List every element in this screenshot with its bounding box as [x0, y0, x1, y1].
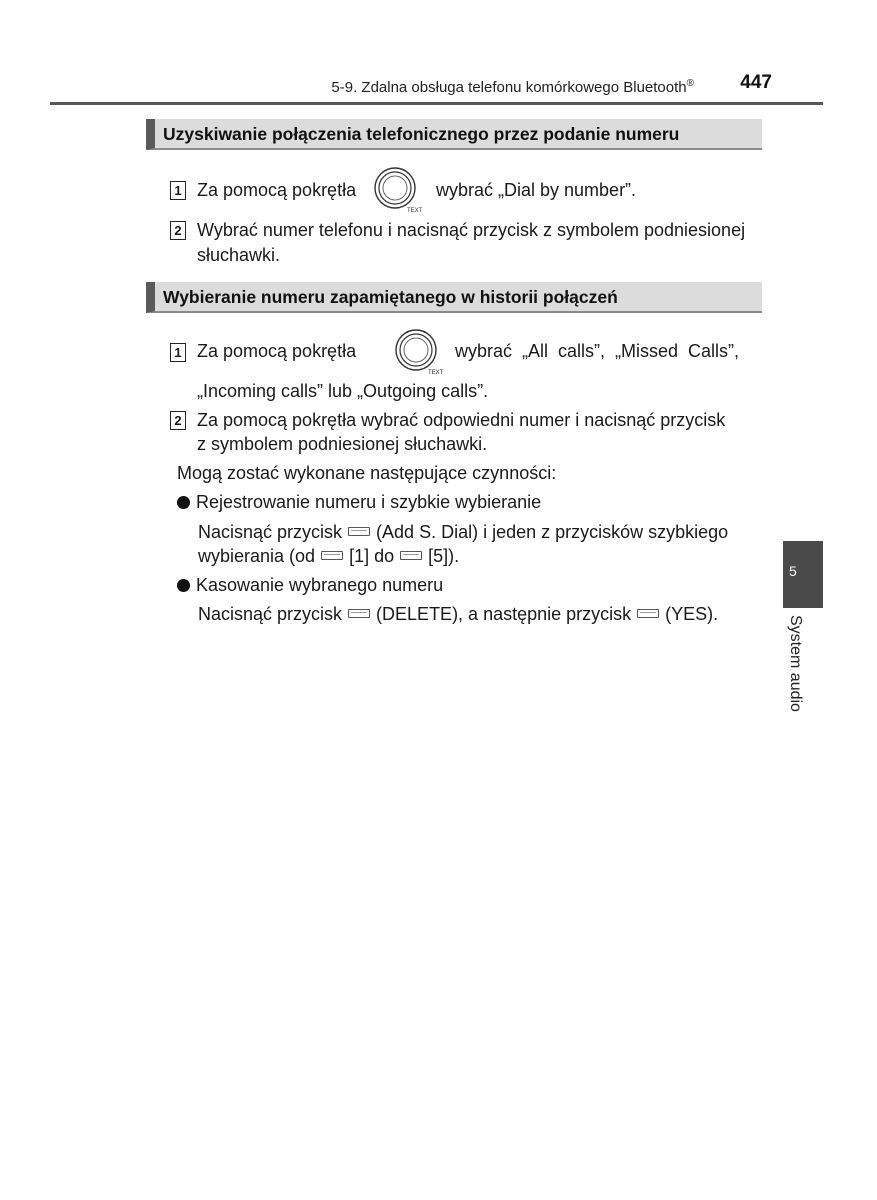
bullet-detail: Nacisnąć przycisk (DELETE), a następnie przycisk (YES). — [198, 604, 719, 624]
bullet-detail: Nacisnąć przycisk (Add S. Dial) i jeden z przycisków szybkiego — [198, 522, 729, 542]
step-text: Wybrać numer telefonu i nacisnąć przycisk z symbolem podniesionej — [197, 220, 746, 240]
tune-knob-icon — [373, 166, 423, 214]
page-number: 447 — [740, 72, 772, 93]
bullet-item: Kasowanie wybranego numeru — [177, 575, 443, 596]
chapter-tab — [783, 541, 823, 608]
running-header-title: 5-9. Zdalna obsługa telefonu komórkowego Bluetooth® — [331, 78, 694, 96]
section-heading-dial-by-number: Uzyskiwanie połączenia telefonicznego przez podanie numeru — [146, 119, 762, 150]
step-badge-1: 1 — [170, 343, 186, 362]
bullet-dot-icon — [177, 496, 190, 509]
step-text: wybrać „Dial by number”. — [436, 180, 637, 200]
section-heading-call-history: Wybieranie numeru zapamiętanego w historii połączeń — [146, 282, 762, 313]
step-text: Za pomocą pokrętła wybrać odpowiedni numer i nacisnąć przycisk — [197, 410, 726, 430]
step-text: Za pomocą pokrętła — [197, 180, 357, 200]
intro-text: Mogą zostać wykonane następujące czynności: — [177, 463, 557, 483]
step-text: słuchawki. — [197, 245, 281, 265]
bullet-detail: wybierania (od [1] do [5]). — [198, 546, 460, 566]
bullet-item: Rejestrowanie numeru i szybkie wybieranie — [177, 492, 541, 513]
button-icon — [321, 551, 343, 560]
button-icon — [637, 609, 659, 618]
button-icon — [348, 527, 370, 536]
step-badge-1: 1 — [170, 181, 186, 200]
svg-text:TEXT: TEXT — [407, 208, 423, 214]
step-text: z symbolem podniesionej słuchawki. — [197, 434, 488, 454]
bullet-dot-icon — [177, 579, 190, 592]
step-text: „Incoming calls” lub „Outgoing calls”. — [197, 381, 489, 401]
chapter-number: 5 — [789, 563, 797, 579]
chapter-label: System audio — [787, 615, 804, 712]
header-divider — [50, 102, 823, 105]
button-icon — [348, 609, 370, 618]
button-icon — [400, 551, 422, 560]
step-text: Za pomocą pokrętła — [197, 341, 357, 361]
tune-knob-icon — [394, 328, 444, 376]
step-text: wybrać „All calls”, „Missed Calls”, — [455, 341, 740, 361]
step-badge-2: 2 — [170, 221, 186, 240]
svg-text:TEXT: TEXT — [428, 370, 444, 376]
step-badge-2: 2 — [170, 411, 186, 430]
